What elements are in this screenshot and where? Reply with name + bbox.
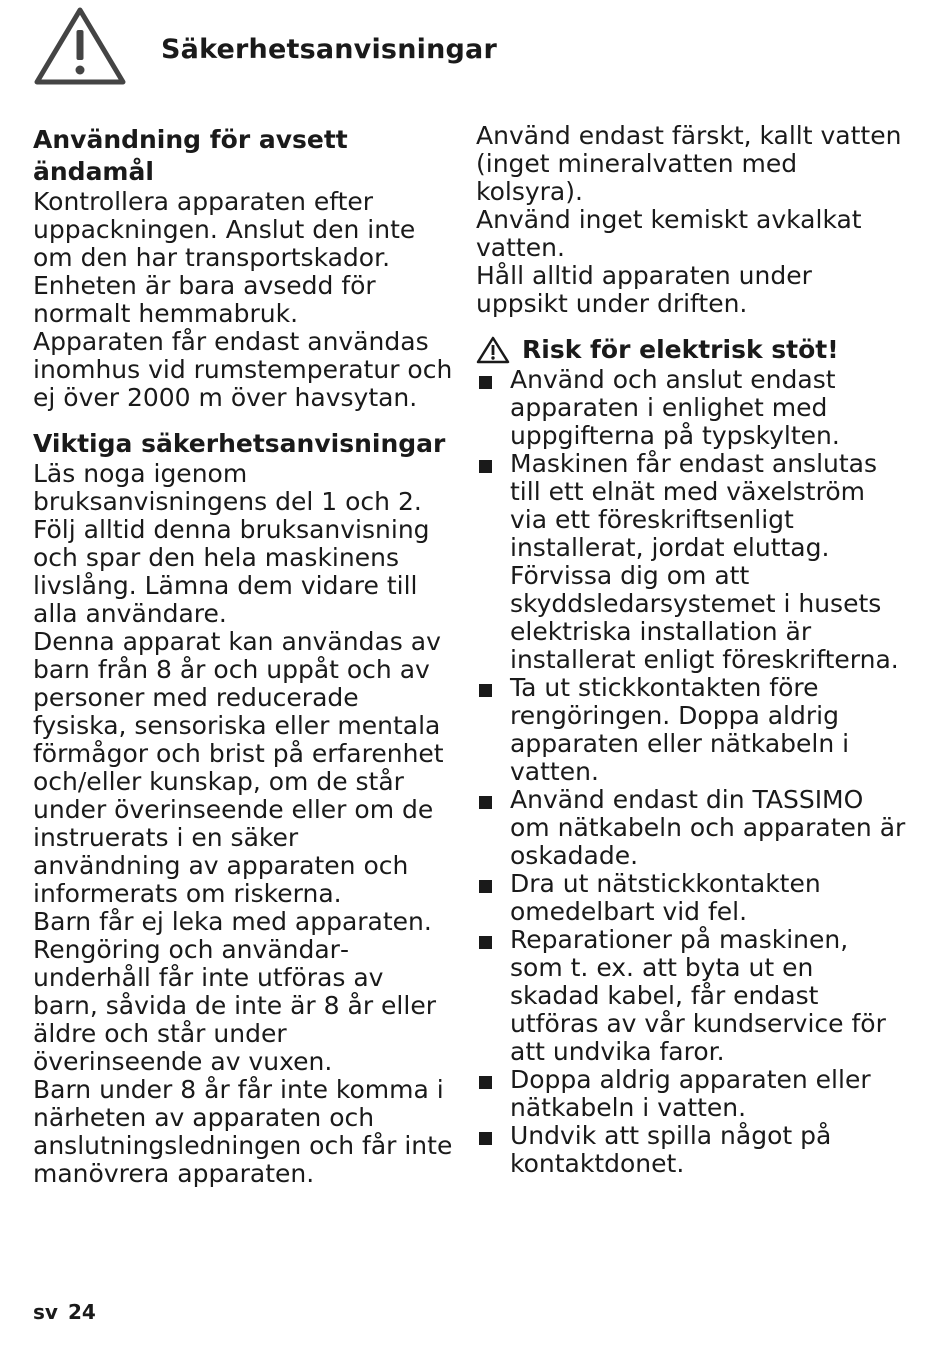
left-column (33, 122, 453, 1188)
list-item: Ta ut stickkontakten före rengöringen. Doppa aldrig apparaten eller nätkabeln i vatten. (476, 674, 906, 786)
warning-triangle-icon (33, 6, 127, 86)
paragraph: Barn under 8 år får inte komma i närheten av apparaten och anslutningsledningen och får inte manövrera apparaten. (33, 1075, 453, 1188)
paragraph: Denna apparat kan användas av barn från 8 år och uppåt och av personer med reducerade fysiska, sensoriska eller mentala förmågor och brist på erfarenhet och/eller kunskap, om de står under överinseende eller om de instruerats i en säker användning av apparaten och informerats om riskerna. (33, 627, 444, 908)
paragraph: Enheten är bara avsedd för normalt hemmabruk. (33, 271, 376, 328)
warning-title: Risk för elektrisk stöt! (522, 335, 839, 364)
paragraph: Kontrollera apparaten efter uppackningen. Anslut den inte om den har transportskador. (33, 187, 416, 272)
list-item: Använd endast din TASSIMO om nätkabeln och apparaten är oskadade. (476, 786, 906, 870)
warning-triangle-icon (476, 336, 510, 364)
language-code: sv (33, 1300, 58, 1324)
paragraph: Håll alltid apparaten under uppsikt under driften. (476, 261, 812, 318)
paragraph: Läs noga igenom bruksanvisningens del 1 och 2. Följ alltid denna bruksanvisning och spar den hela maskinens livslång. Lämna dem vidare till alla användare. (33, 459, 430, 628)
bullet-square-icon (479, 684, 492, 697)
warning-list (476, 366, 906, 1178)
list-item: Doppa aldrig apparaten eller nätkabeln i vatten. (476, 1066, 906, 1122)
bullet-square-icon (479, 1132, 492, 1145)
bullet-square-icon (479, 376, 492, 389)
paragraph: Använd endast färskt, kallt vatten (inget mineralvatten med kolsyra). (476, 121, 902, 206)
section-heading-intended-use: Användning för avsett ändamål (33, 125, 348, 186)
page-header (33, 6, 913, 86)
list-item: Maskinen får endast anslutas till ett elnät med växelström via ett föreskriftsenligt installerat, jordat eluttag. Förvissa dig om att skyddsledarsystemet i husets elektriska installation är installerat enligt föreskrifterna. (476, 450, 906, 674)
bullet-square-icon (479, 796, 492, 809)
list-item: Undvik att spilla något på kontaktdonet. (476, 1122, 906, 1178)
right-column (476, 122, 906, 1178)
list-item: Reparationer på maskinen, som t. ex. att byta ut en skadad kabel, får endast utföras av vår kundservice för att undvika faror. (476, 926, 906, 1066)
electric-shock-warning (476, 334, 906, 366)
paragraph: Använd inget kemiskt avkalkat vatten. (476, 205, 862, 262)
page-number: 24 (67, 1300, 96, 1324)
list-item: Använd och anslut endast apparaten i enlighet med uppgifterna på typskylten. (476, 366, 906, 450)
section-heading-important-safety: Viktiga säkerhetsanvisningar (33, 429, 446, 458)
paragraph: Rengöring och användarunderhåll får inte utföras av barn, såvida de inte är 8 år eller äldre och står under överinseende av vuxen. (33, 935, 436, 1076)
page-footer (33, 1300, 96, 1324)
paragraph: Barn får ej leka med apparaten. (33, 907, 432, 936)
bullet-square-icon (479, 460, 492, 473)
list-item: Dra ut nätstickkontakten omedelbart vid fel. (476, 870, 906, 926)
bullet-square-icon (479, 1076, 492, 1089)
bullet-square-icon (479, 880, 492, 893)
bullet-square-icon (479, 936, 492, 949)
page-title: Säkerhetsanvisningar (161, 34, 497, 65)
paragraph: Apparaten får endast användas inomhus vid rumstemperatur och ej över 2000 m över havsytan. (33, 327, 453, 412)
